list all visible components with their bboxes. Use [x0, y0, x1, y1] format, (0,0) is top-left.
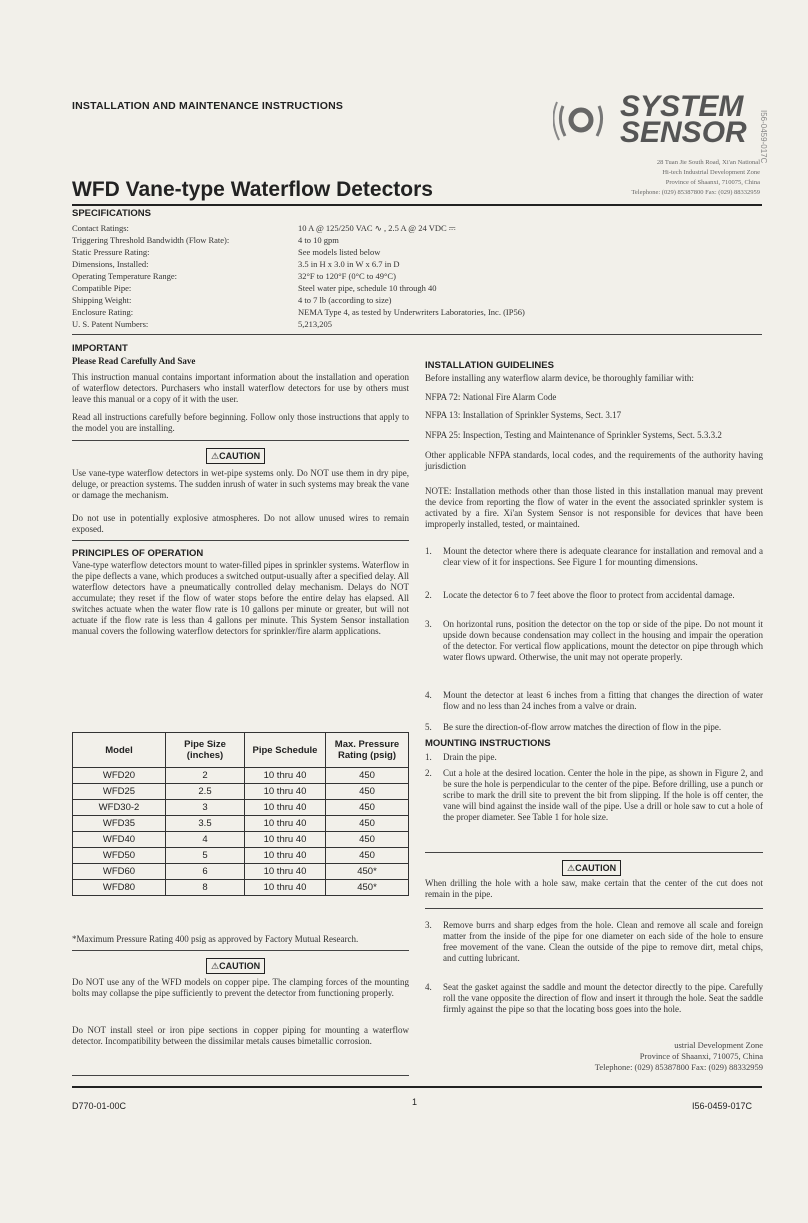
spec-row [72, 319, 762, 330]
guidelines-intro: Before installing any waterflow alarm device, be thoroughly familiar with: [425, 373, 694, 383]
spec-label: Shipping Weight: [72, 295, 132, 305]
item-number: 3. [425, 920, 432, 930]
caution-paragraph-1: Use vane-type waterflow detectors in wet-pipe systems only. Do NOT use them in dry pipe, deluge, or preaction systems. The sudden inrush of water in such systems may break the vane or damage the mechanism. [72, 468, 409, 500]
divider [72, 440, 409, 441]
table-row [73, 768, 409, 784]
column-header: Pipe Size (inches) [166, 733, 245, 768]
item-text: Mount the detector where there is adequate clearance for installation and removal and a clear view of it for inspections. See Figure 1 for mounting dimensions. [443, 546, 763, 567]
divider [425, 908, 763, 909]
column-header: Model [73, 733, 166, 768]
divider [425, 852, 763, 853]
table-cell: 10 thru 40 [245, 848, 326, 864]
item-text: On horizontal runs, position the detector on the top or side of the pipe. Do not mount it upside down because condensation may collect in the housing and impair the operation of the detector. For vertical flow applications, mount the detector on pipe through which water flows upward. Otherwise, the unit may not operate properly. [443, 619, 763, 662]
table-cell: 3 [166, 800, 245, 816]
mounting-caution-text: When drilling the hole with a hole saw, make certain that the center of the cut does not remain in the pipe. [425, 878, 763, 899]
caution-paragraph-2: Do NOT install steel or iron pipe sections in copper piping for mounting a waterflow detector. Incompatibility between the dissimilar metals causes bimetallic corrosion. [72, 1025, 409, 1046]
column-header: Pipe Schedule [245, 733, 326, 768]
list-item [425, 768, 763, 848]
principles-heading: PRINCIPLES OF OPERATION [72, 548, 204, 559]
address-line: Province of Shaanxi, 710075, China [639, 1051, 763, 1061]
item-text: Be sure the direction-of-flow arrow matches the direction of flow in the pipe. [443, 722, 722, 732]
table-cell: 10 thru 40 [245, 880, 326, 896]
table-row [73, 848, 409, 864]
address-line: 28 Tuan Jie South Road, Xi'an National [656, 159, 760, 166]
item-number: 3. [425, 619, 432, 629]
table-cell: 450 [326, 768, 409, 784]
item-text: Mount the detector at least 6 inches from a fitting that changes the direction of water flow and no less than 24 inches from a valve or drain. [443, 690, 763, 711]
table-cell: 450* [326, 880, 409, 896]
spec-row [72, 307, 762, 318]
table-cell: WFD60 [73, 864, 166, 880]
nfpa13: NFPA 13: Installation of Sprinkler Systems, Sect. 3.17 [425, 410, 622, 420]
doc-type-heading: INSTALLATION AND MAINTENANCE INSTRUCTIONS [72, 100, 344, 112]
table-cell: 10 thru 40 [245, 832, 326, 848]
list-item [425, 722, 763, 736]
table-cell: WFD50 [73, 848, 166, 864]
address-line: ustrial Development Zone [674, 1040, 763, 1050]
important-subheading: Please Read Carefully And Save [72, 356, 196, 366]
table-header-row [73, 733, 409, 768]
brand-line-2: SENSOR [620, 116, 747, 149]
footer-right-code: I56-0459-017C [692, 1101, 753, 1111]
table-cell: 6 [166, 864, 245, 880]
table-row [73, 784, 409, 800]
caution-paragraph-2: Do not use in potentially explosive atmospheres. Do not allow unused wires to remain exposed. [72, 513, 409, 534]
item-number: 4. [425, 982, 432, 992]
table-cell: WFD40 [73, 832, 166, 848]
spec-label: Contact Ratings: [72, 223, 129, 233]
table-cell: WFD20 [73, 768, 166, 784]
spec-label: Compatible Pipe: [72, 283, 132, 293]
title-divider [72, 204, 762, 206]
spec-label: Static Pressure Rating: [72, 247, 150, 257]
caution-label: ⚠CAUTION [206, 958, 265, 974]
mounting-address [520, 1040, 763, 1073]
specs-divider [72, 334, 762, 335]
table-cell: WFD30-2 [73, 800, 166, 816]
spec-row [72, 271, 762, 282]
table-cell: 8 [166, 880, 245, 896]
address-line: Province of Shaanxi, 710075, China [665, 179, 760, 186]
table-footnote: *Maximum Pressure Rating 400 psig as approved by Factory Mutual Research. [72, 934, 359, 944]
spec-label: Triggering Threshold Bandwidth (Flow Rate): [72, 235, 230, 245]
important-paragraph-1: This instruction manual contains important information about the installation and operation of waterflow detectors. Purchasers who install waterflow detectors for use by others must leave this manual or a copy of it with the user. [72, 372, 409, 404]
list-item [425, 590, 763, 616]
table-cell: 3.5 [166, 816, 245, 832]
side-code: I56-0459-017C [759, 110, 768, 164]
spec-value: 5,213,205 [298, 319, 332, 329]
installation-note: NOTE: Installation methods other than those listed in this installation manual may prevent the device from reporting the flow of water in the event the associated sprinkler system is activated by a fire. Xi'an System Sensor is not responsible for devices that have been improperly installed, tested, or maintained. [425, 486, 763, 529]
table-cell: 450 [326, 832, 409, 848]
other-standards: Other applicable NFPA standards, local codes, and the requirements of the authority having jurisdiction [425, 450, 763, 471]
table-row [73, 880, 409, 896]
table-cell: 4 [166, 832, 245, 848]
item-text: Remove burrs and sharp edges from the hole. Clean and remove all scale and foreign matter from the inside of the pipe for one diameter on each side of the hole to ensure free movement of the vane. Clean the outside of the pipe to remove dirt, metal chips, and cutting lubricant. [443, 920, 763, 963]
nfpa72: NFPA 72: National Fire Alarm Code [425, 392, 557, 402]
important-paragraph-2: Read all instructions carefully before beginning. Follow only those instructions that apply to the model you are installing. [72, 412, 409, 433]
spec-label: Operating Temperature Range: [72, 271, 177, 281]
item-number: 1. [425, 546, 432, 556]
item-number: 2. [425, 768, 432, 778]
spec-value: NEMA Type 4, as tested by Underwriters Laboratories, Inc. (IP56) [298, 307, 525, 317]
list-item [425, 920, 763, 980]
footer-divider [72, 1086, 762, 1088]
address-line: Telephone: (029) 85387800 Fax: (029) 88332959 [594, 1062, 763, 1072]
column-header: Max. Pressure Rating (psig) [326, 733, 409, 768]
divider [72, 1075, 409, 1076]
spec-row [72, 295, 762, 306]
spec-row [72, 247, 762, 258]
table-cell: 10 thru 40 [245, 784, 326, 800]
spec-value: See models listed below [298, 247, 381, 257]
table-cell: WFD80 [73, 880, 166, 896]
table-row [73, 832, 409, 848]
item-number: 4. [425, 690, 432, 700]
page-number: 1 [412, 1097, 418, 1107]
models-table [72, 732, 409, 896]
item-number: 5. [425, 722, 432, 732]
spec-label: U. S. Patent Numbers: [72, 319, 149, 329]
spec-row [72, 283, 762, 294]
table-row [73, 800, 409, 816]
spec-label: Enclosure Rating: [72, 307, 134, 317]
brand-name [620, 90, 747, 149]
caution-label: ⚠CAUTION [206, 448, 265, 464]
item-text: Cut a hole at the desired location. Center the hole in the pipe, as shown in Figure 2, and be sure the hole is perpendicular to the center of the pipe. Before drilling, use a punch or scribe to mark the drill site to prevent the bit from slipping. If the hole is off center, the vane will bind against the inside wall of the pipe. Use a drill or hole saw to cut a hole of the proper diameter. See Table 1 for hole size. [443, 768, 763, 822]
specifications-heading: SPECIFICATIONS [72, 208, 151, 219]
table-cell: 450 [326, 784, 409, 800]
footer-left-code: D770-01-00C [72, 1101, 127, 1111]
mounting-heading: MOUNTING INSTRUCTIONS [425, 738, 551, 749]
item-text: Drain the pipe. [443, 752, 497, 762]
principles-paragraph: Vane-type waterflow detectors mount to water-filled pipes in sprinkler systems. Waterflow in the pipe deflects a vane, which produces a switched output-usually after a specified delay. All waterflow detectors have a pneumatically controlled delay mechanism. Delays do NOT accumulate; they reset if the flow of water stops before the entire delay has elapsed. All switches actuate when the water flow rate is 10 gallons per minute or greater, but will not actuate if the flow rate is less than 4 gallons per minute. This System Sensor installation manual covers the following waterflow detectors for sprinkler/fire alarm applications. [72, 560, 409, 636]
list-item [425, 546, 763, 586]
spec-row [72, 223, 762, 234]
caution-label: ⚠CAUTION [562, 860, 621, 876]
table-cell: 2.5 [166, 784, 245, 800]
page-title: WFD Vane-type Waterflow Detectors [72, 178, 433, 201]
nfpa25: NFPA 25: Inspection, Testing and Maintenance of Sprinkler Systems, Sect. 5.3.3.2 [425, 430, 722, 440]
logo-swoosh-icon [553, 92, 613, 152]
divider [72, 950, 409, 951]
table-cell: 10 thru 40 [245, 768, 326, 784]
table-cell: 450 [326, 816, 409, 832]
table-cell: 450 [326, 800, 409, 816]
spec-value: 4 to 7 lb (according to size) [298, 295, 392, 305]
list-item [425, 690, 763, 716]
list-item [425, 619, 763, 685]
table-cell: 2 [166, 768, 245, 784]
caution-paragraph-1: Do NOT use any of the WFD models on copper pipe. The clamping forces of the mounting bolts may collapse the pipe sufficiently to prevent the detector from functioning properly. [72, 977, 409, 998]
spec-value: 4 to 10 gpm [298, 235, 339, 245]
guidelines-heading: INSTALLATION GUIDELINES [425, 360, 554, 371]
spec-value: 3.5 in H x 3.0 in W x 6.7 in D [298, 259, 400, 269]
table-cell: 10 thru 40 [245, 864, 326, 880]
address-line: Hi-tech Industrial Development Zone [662, 169, 760, 176]
table-row [73, 816, 409, 832]
table-cell: 450 [326, 848, 409, 864]
spec-row [72, 235, 762, 246]
company-address [560, 158, 760, 198]
list-item [425, 982, 763, 1032]
spec-row [72, 259, 762, 270]
table-cell: 10 thru 40 [245, 800, 326, 816]
important-heading: IMPORTANT [72, 343, 128, 354]
item-text: Seat the gasket against the saddle and mount the detector directly to the pipe. Carefully roll the vane opposite the direction of flow and insert it through the hole. Seat the saddle firmly against the pipe so that the locating boss goes into the hole. [443, 982, 763, 1014]
spec-value: Steel water pipe, schedule 10 through 40 [298, 283, 437, 293]
table-cell: 10 thru 40 [245, 816, 326, 832]
spec-value: 10 A @ 125/250 VAC ∿ , 2.5 A @ 24 VDC ⎓ [298, 223, 456, 233]
item-number: 2. [425, 590, 432, 600]
table-row [73, 864, 409, 880]
table-cell: 5 [166, 848, 245, 864]
list-item [425, 752, 763, 766]
table-cell: 450* [326, 864, 409, 880]
divider [72, 540, 409, 541]
brand-line-1: SYSTEM [620, 90, 744, 123]
item-number: 1. [425, 752, 432, 762]
address-line: Telephone: (029) 85387800 Fax: (029) 88332959 [631, 189, 760, 196]
item-text: Locate the detector 6 to 7 feet above the floor to protect from accidental damage. [443, 590, 735, 600]
spec-value: 32°F to 120°F (0°C to 49°C) [298, 271, 396, 281]
table-cell: WFD25 [73, 784, 166, 800]
table-cell: WFD35 [73, 816, 166, 832]
spec-label: Dimensions, Installed: [72, 259, 149, 269]
